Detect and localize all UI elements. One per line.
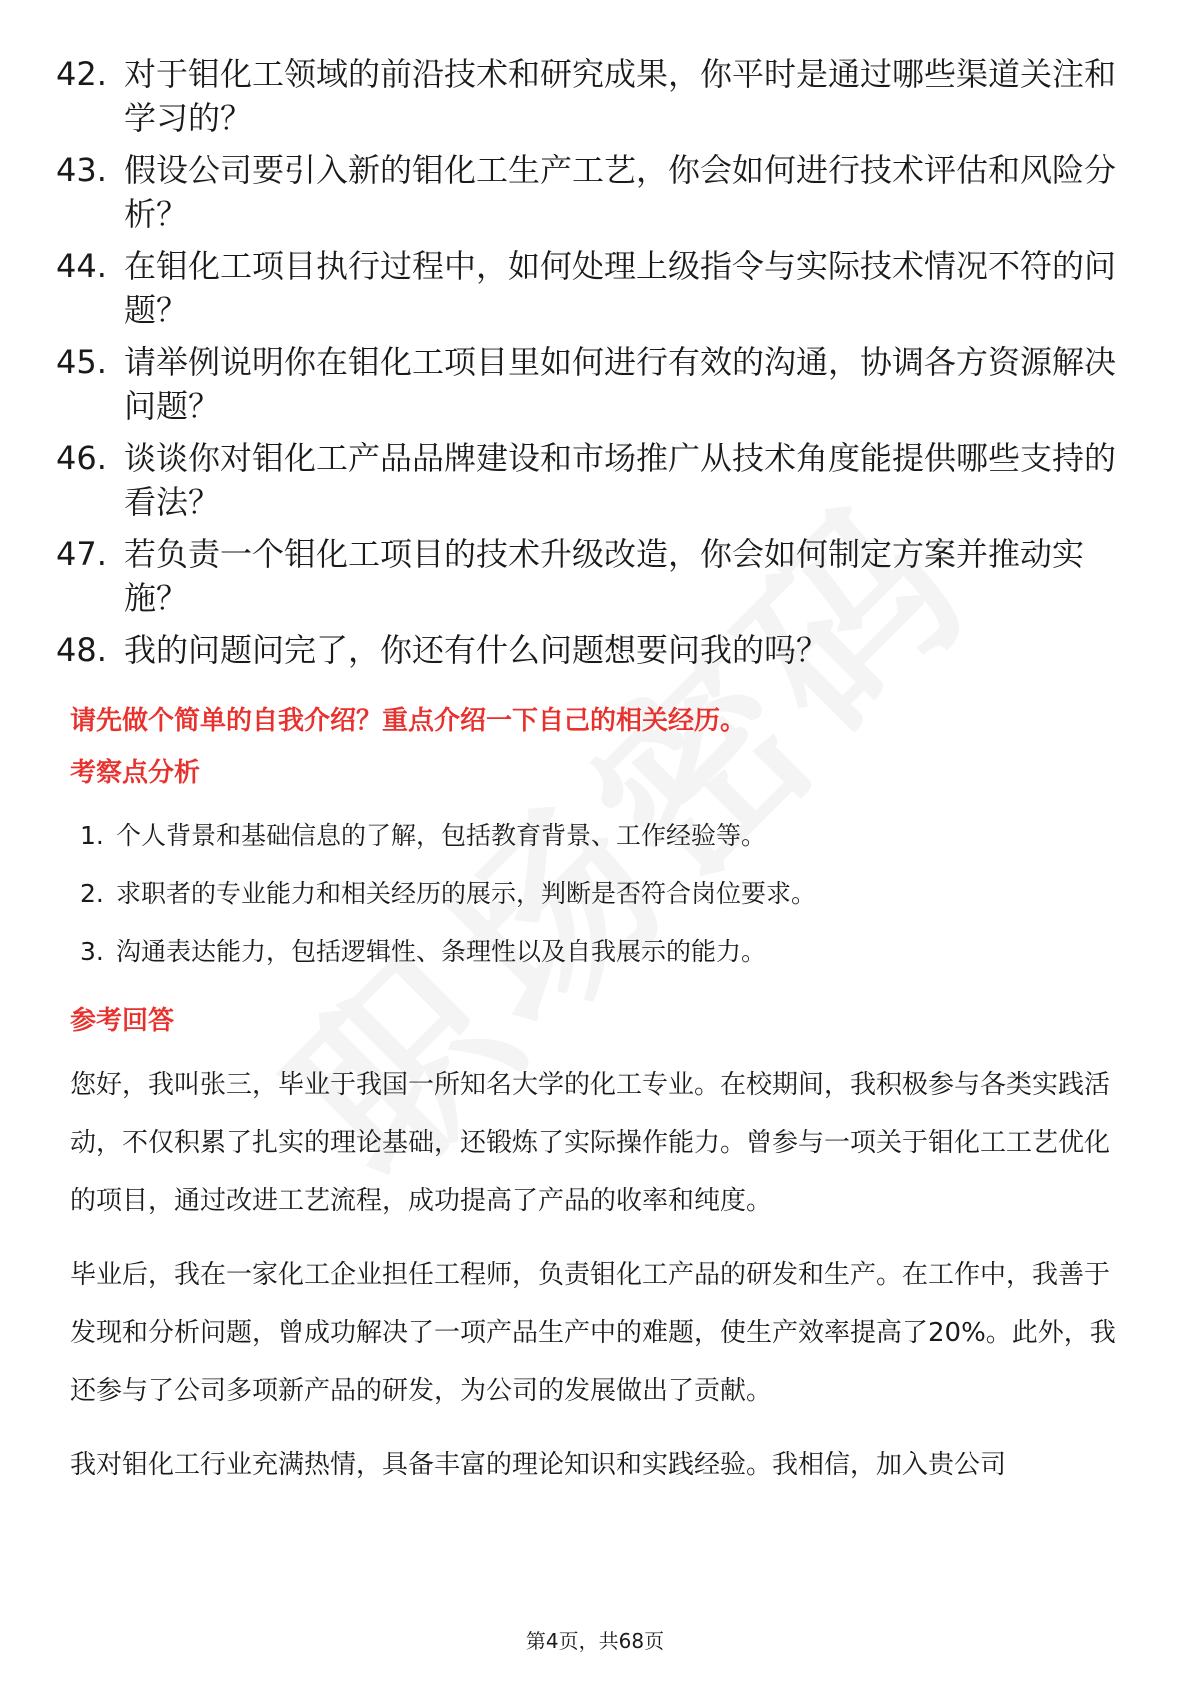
list-text: 沟通表达能力，包括逻辑性、条理性以及自我展示的能力。 bbox=[116, 937, 767, 966]
answer-paragraph: 您好，我叫张三，毕业于我国一所知名大学的化工专业。在校期间，我积极参与各类实践活动，不仅积累了扎实的理论基础，还锻炼了实际操作能力。曾参与一项关于钼化工工艺优化的项目，通过改进工艺流程，成功提高了产品的收率和纯度。 bbox=[70, 1070, 1111, 1216]
question-number: 46. bbox=[56, 439, 107, 477]
answer-heading: 参考回答 bbox=[70, 1006, 175, 1036]
list-item bbox=[80, 876, 1080, 912]
question-number: 47. bbox=[56, 535, 107, 573]
question-item bbox=[56, 340, 1136, 428]
question-number: 45. bbox=[56, 343, 107, 381]
answer-paragraph: 我对钼化工行业充满热情，具备丰富的理论知识和实践经验。我相信，加入贵公司 bbox=[70, 1450, 1007, 1480]
list-item bbox=[80, 934, 1080, 970]
question-text: 假设公司要引入新的钼化工生产工艺，你会如何进行技术评估和风险分析？ bbox=[124, 151, 1117, 233]
list-number: 3. bbox=[80, 937, 104, 966]
analysis-list bbox=[80, 818, 1080, 992]
section-question: 请先做个简单的自我介绍？重点介绍一下自己的相关经历。 bbox=[70, 706, 747, 736]
question-number: 43. bbox=[56, 151, 107, 189]
question-item bbox=[56, 52, 1136, 140]
question-item bbox=[56, 148, 1136, 236]
page-footer: 第4页，共68页 bbox=[525, 1629, 665, 1653]
question-text: 对于钼化工领域的前沿技术和研究成果，你平时是通过哪些渠道关注和学习的？ bbox=[124, 55, 1117, 137]
question-text: 若负责一个钼化工项目的技术升级改造，你会如何制定方案并推动实施？ bbox=[124, 535, 1085, 617]
question-number: 44. bbox=[56, 247, 107, 285]
question-item bbox=[56, 244, 1136, 332]
question-item bbox=[56, 436, 1136, 524]
list-text: 个人背景和基础信息的了解，包括教育背景、工作经验等。 bbox=[116, 821, 767, 850]
list-text: 求职者的专业能力和相关经历的展示，判断是否符合岗位要求。 bbox=[116, 879, 817, 908]
question-text: 我的问题问完了，你还有什么问题想要问我的吗？ bbox=[124, 631, 829, 669]
analysis-heading: 考察点分析 bbox=[70, 758, 201, 788]
question-text: 谈谈你对钼化工产品品牌建设和市场推广从技术角度能提供哪些支持的看法？ bbox=[124, 439, 1117, 521]
list-number: 1. bbox=[80, 821, 104, 850]
question-text: 在钼化工项目执行过程中，如何处理上级指令与实际技术情况不符的问题？ bbox=[124, 247, 1117, 329]
list-item bbox=[80, 818, 1080, 854]
question-number: 48. bbox=[56, 631, 107, 669]
question-list bbox=[56, 52, 1136, 680]
question-item bbox=[56, 628, 1136, 672]
list-number: 2. bbox=[80, 879, 104, 908]
question-number: 42. bbox=[56, 55, 107, 93]
answer-paragraph: 毕业后，我在一家化工企业担任工程师，负责钼化工产品的研发和生产。在工作中，我善于发现和分析问题，曾成功解决了一项产品生产中的难题，使生产效率提高了20%。此外，我还参与了公司多项新产品的研发，为公司的发展做出了贡献。 bbox=[70, 1260, 1116, 1406]
question-text: 请举例说明你在钼化工项目里如何进行有效的沟通，协调各方资源解决问题？ bbox=[124, 343, 1117, 425]
question-item bbox=[56, 532, 1136, 620]
